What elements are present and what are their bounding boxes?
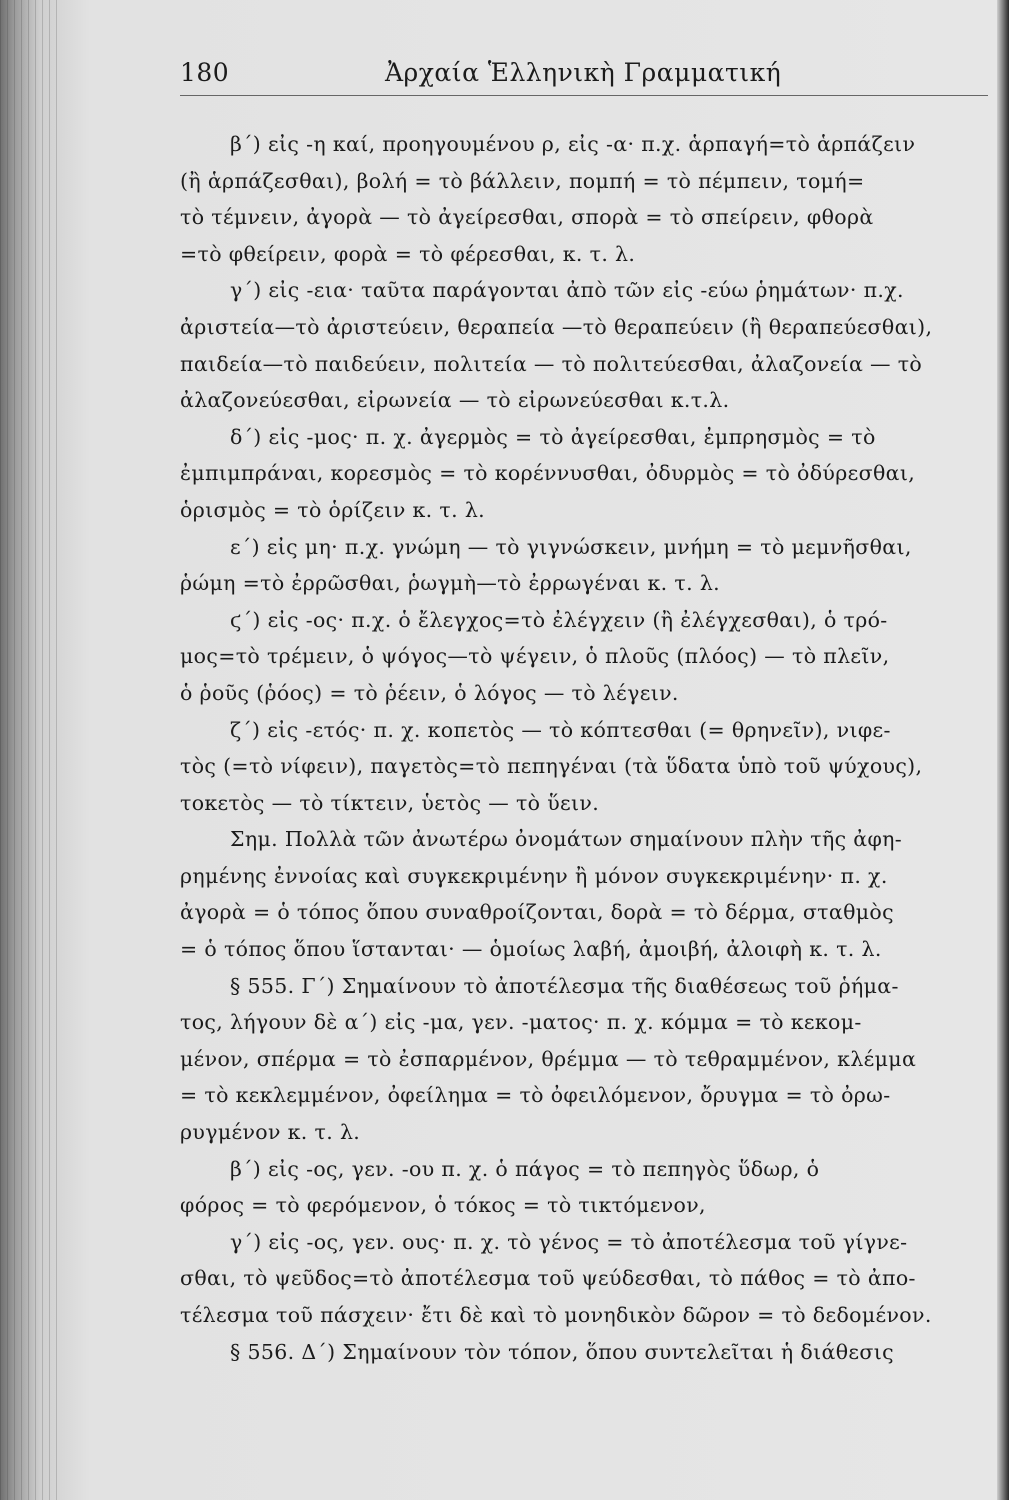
- text-line: § 556. Δ΄) Σημαίνουν τὸν τόπον, ὅπου συντελεῖται ἡ διάθεσις: [230, 1339, 894, 1364]
- text-line: τέλεσμα τοῦ πάσχειν· ἔτι δὲ καὶ τὸ μονηδικὸν δῶρον = τὸ δεδομένον.: [180, 1303, 932, 1327]
- running-title: Ἀρχαία Ἑλληνικὴ Γραμματική: [385, 58, 782, 87]
- text-line: παιδεία—τὸ παιδεύειν, πολιτεία — τὸ πολιτεύεσθαι, ἀλαζονεία — τὸ: [180, 351, 923, 376]
- text-line: = ὁ τόπος ὅπου ἵστανται· — ὁμοίως λαβή, ἀμοιβή, ἀλοιφὴ κ. τ. λ.: [180, 937, 882, 962]
- text-line: μος=τὸ τρέμειν, ὁ ψόγος—τὸ ψέγειν, ὁ πλοῦς (πλόος) — τὸ πλεῖν,: [180, 644, 890, 669]
- page-number: 180: [180, 58, 230, 87]
- text-line: ϛ΄) εἰς -ος· π.χ. ὁ ἔλεγχος=τὸ ἐλέγχειν (ἢ ἐλέγχεσθαι), ὁ τρό-: [230, 607, 888, 632]
- text-line: β΄) εἰς -ος, γεν. -ου π. χ. ὁ πάγος = τὸ πεπηγὸς ὕδωρ, ὁ: [230, 1156, 820, 1181]
- text-line: γ΄) εἰς -εια· ταῦτα παράγονται ἀπὸ τῶν εἰς -εύω ῥημάτων· π.χ.: [230, 278, 904, 303]
- running-header: [180, 52, 988, 94]
- text-line: δ΄) εἰς -μος· π. χ. ἀγερμὸς = τὸ ἀγείρεσθαι, ἐμπρησμὸς = τὸ: [230, 424, 876, 449]
- text-line: ζ΄) εἰς -ετός· π. χ. κοπετὸς — τὸ κόπτεσθαι (= θρηνεῖν), νιφε-: [230, 717, 891, 742]
- text-line: μένον, σπέρμα = τὸ ἐσπαρμένον, θρέμμα — τὸ τεθραμμένον, κλέμμα: [180, 1046, 917, 1071]
- page-edge-shadow: [997, 0, 1009, 1500]
- text-line: σθαι, τὸ ψεῦδος=τὸ ἀποτέλεσμα τοῦ ψεύδεσθαι, τὸ πάθος = τὸ ἀπο-: [180, 1266, 916, 1291]
- text-line: τὸ τέμνειν, ἀγορὰ — τὸ ἀγείρεσθαι, σπορὰ = τὸ σπείρειν, φθορὰ: [180, 205, 874, 230]
- text-line: ὁ ῥοῦς (ῥόος) = τὸ ῥέειν, ὁ λόγος — τὸ λέγειν.: [180, 680, 679, 705]
- text-line: ε΄) εἰς μη· π.χ. γνώμη — τὸ γιγνώσκειν, μνήμη = τὸ μεμνῆσθαι,: [230, 534, 912, 559]
- text-line: ρημένης ἐννοίας καὶ συγκεκριμένην ἢ μόνον συγκεκριμένην· π. χ.: [180, 863, 888, 888]
- body-text: [180, 126, 990, 1370]
- text-line: ἀγορὰ = ὁ τόπος ὅπου συναθροίζονται, δορὰ = τὸ δέρμα, σταθμὸς: [180, 900, 894, 925]
- text-line: (ἢ ἁρπάζεσθαι), βολή = τὸ βάλλειν, πομπή = τὸ πέμπειν, τομή=: [180, 168, 865, 193]
- book-spine-shadow: [0, 0, 60, 1500]
- text-line: ὁρισμὸς = τὸ ὁρίζειν κ. τ. λ.: [180, 497, 486, 522]
- text-line: ἀριστεία—τὸ ἀριστεύειν, θεραπεία —τὸ θεραπεύειν (ἢ θεραπεύεσθαι),: [180, 314, 933, 339]
- text-line: = τὸ κεκλεμμένον, ὀφείλημα = τὸ ὀφειλόμενον, ὄρυγμα = τὸ ὀρω-: [180, 1083, 891, 1108]
- text-line: τὸς (=τὸ νίφειν), παγετὸς=τὸ πεπηγέναι (τὰ ὕδατα ὑπὸ τοῦ ψύχους),: [180, 754, 923, 779]
- header-rule: [180, 95, 988, 96]
- text-line: § 555. Γ΄) Σημαίνουν τὸ ἀποτέλεσμα τῆς διαθέσεως τοῦ ῥήμα-: [230, 973, 899, 998]
- text-line: γ΄) εἰς -ος, γεν. ους· π. χ. τὸ γένος = τὸ ἀποτέλεσμα τοῦ γίγνε-: [230, 1229, 908, 1254]
- text-line: ἐμπιμπράναι, κορεσμὸς = τὸ κορέννυσθαι, ὀδυρμὸς = τὸ ὀδύρεσθαι,: [180, 461, 916, 486]
- text-line: τοκετὸς — τὸ τίκτειν, ὑετὸς — τὸ ὕειν.: [180, 790, 600, 815]
- text-line: ῥώμη =τὸ ἐρρῶσθαι, ῥωγμὴ—τὸ ἐρρωγέναι κ. τ. λ.: [180, 571, 721, 596]
- text-line: =τὸ φθείρειν, φορὰ = τὸ φέρεσθαι, κ. τ. λ.: [180, 241, 636, 266]
- text-line: φόρος = τὸ φερόμενον, ὁ τόκος = τὸ τικτόμενον,: [180, 1193, 706, 1218]
- text-line: Σημ. Πολλὰ τῶν ἀνωτέρω ὀνομάτων σημαίνουν πλὴν τῆς ἀφη-: [230, 827, 903, 852]
- text-line: ρυγμένον κ. τ. λ.: [180, 1120, 361, 1145]
- text-line: β΄) εἰς -η καί, προηγουμένου ρ, εἰς -α· π.χ. ἁρπαγή=τὸ ἁρπάζειν: [230, 132, 916, 156]
- text-line: ἀλαζονεύεσθαι, εἰρωνεία — τὸ εἰρωνεύεσθαι κ.τ.λ.: [180, 388, 730, 413]
- text-line: τος, λήγουν δὲ α΄) εἰς -μα, γεν. -ματος· π. χ. κόμμα = τὸ κεκομ-: [180, 1010, 862, 1035]
